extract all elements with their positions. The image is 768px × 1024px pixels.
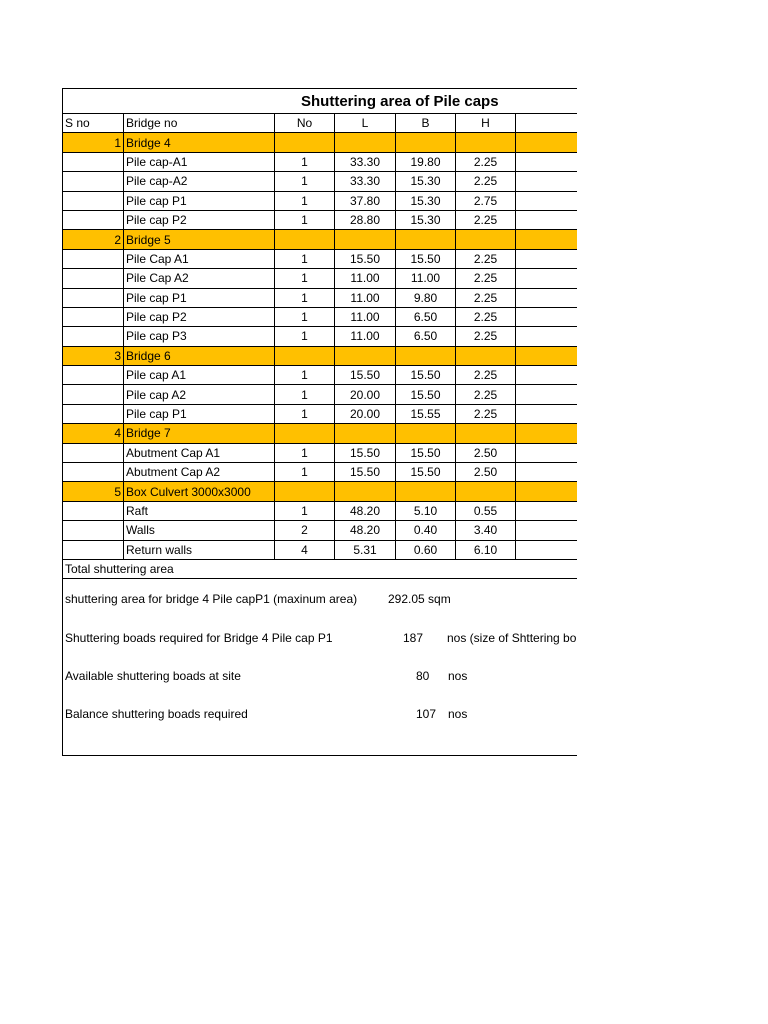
group-name: Bridge 5: [124, 230, 275, 249]
empty-cell: [396, 424, 456, 443]
header-bridge-no: Bridge no: [124, 114, 275, 133]
item-name: Pile Cap A1: [124, 249, 275, 268]
item-l: 33.30: [335, 152, 396, 171]
item-b: 15.30: [396, 191, 456, 210]
item-b: 15.30: [396, 210, 456, 229]
item-h: 2.50: [456, 463, 516, 482]
item-h: 2.25: [456, 288, 516, 307]
empty-cell: [63, 327, 124, 346]
empty-cell: [63, 385, 124, 404]
required-value: 187: [403, 631, 424, 645]
group-sno: 4: [63, 424, 124, 443]
item-b: 9.80: [396, 288, 456, 307]
empty-cell: [63, 521, 124, 540]
item-name: Abutment Cap A1: [124, 443, 275, 462]
empty-cell: [516, 482, 578, 501]
item-no: 1: [275, 385, 335, 404]
item-l: 15.50: [335, 249, 396, 268]
empty-cell: [516, 210, 578, 229]
empty-cell: [516, 327, 578, 346]
group-row: [63, 346, 577, 365]
item-name: Walls: [124, 521, 275, 540]
item-b: 15.50: [396, 443, 456, 462]
item-h: 2.25: [456, 327, 516, 346]
empty-cell: [516, 230, 578, 249]
item-name: Pile cap P1: [124, 404, 275, 423]
item-h: 2.25: [456, 269, 516, 288]
item-name: Return walls: [124, 540, 275, 559]
group-name: Bridge 7: [124, 424, 275, 443]
item-l: 15.50: [335, 463, 396, 482]
item-no: 1: [275, 307, 335, 326]
empty-cell: [63, 172, 124, 191]
max-area-label: shuttering area for bridge 4 Pile capP1 (maxinum area): [65, 592, 358, 606]
group-sno: 3: [63, 346, 124, 365]
empty-cell: [275, 230, 335, 249]
item-no: 1: [275, 443, 335, 462]
item-name: Pile cap P1: [124, 288, 275, 307]
item-no: 1: [275, 210, 335, 229]
item-no: 1: [275, 366, 335, 385]
group-name: Bridge 6: [124, 346, 275, 365]
available-label: Available shuttering boads at site: [65, 669, 241, 683]
empty-cell: [396, 133, 456, 152]
sheet-title: [63, 89, 577, 113]
total-label: Total shuttering area: [63, 559, 577, 578]
item-no: 2: [275, 521, 335, 540]
empty-cell: [516, 133, 578, 152]
item-no: 1: [275, 404, 335, 423]
item-b: 15.50: [396, 385, 456, 404]
item-b: 15.50: [396, 249, 456, 268]
empty-cell: [63, 249, 124, 268]
header-row: [63, 114, 577, 133]
header-sno: S no: [63, 114, 124, 133]
group-sno: 5: [63, 482, 124, 501]
empty-cell: [275, 346, 335, 365]
empty-cell: [516, 540, 578, 559]
empty-cell: [63, 443, 124, 462]
item-l: 5.31: [335, 540, 396, 559]
empty-cell: [516, 443, 578, 462]
required-label: Shuttering boads required for Bridge 4 Pile cap P1: [65, 631, 333, 645]
empty-cell: [335, 424, 396, 443]
item-no: 4: [275, 540, 335, 559]
available-value: 80: [416, 669, 430, 683]
item-h: 3.40: [456, 521, 516, 540]
item-name: Pile cap P3: [124, 327, 275, 346]
empty-cell: [516, 346, 578, 365]
item-name: Pile cap P1: [124, 191, 275, 210]
empty-cell: [335, 133, 396, 152]
group-row: [63, 482, 577, 501]
table-row: [63, 540, 577, 559]
group-name: Box Culvert 3000x3000: [124, 482, 275, 501]
item-no: 1: [275, 152, 335, 171]
item-no: 1: [275, 172, 335, 191]
header-l: L: [335, 114, 396, 133]
group-row: [63, 424, 577, 443]
item-l: 20.00: [335, 404, 396, 423]
empty-cell: [516, 424, 578, 443]
empty-cell: [516, 249, 578, 268]
empty-cell: [516, 288, 578, 307]
table-row: [63, 443, 577, 462]
item-no: 1: [275, 501, 335, 520]
empty-cell: [516, 191, 578, 210]
empty-cell: [516, 152, 578, 171]
table-row: [63, 385, 577, 404]
header-no: No: [275, 114, 335, 133]
item-l: 33.30: [335, 172, 396, 191]
summary-required: [65, 629, 333, 647]
header-b: B: [396, 114, 456, 133]
empty-cell: [63, 152, 124, 171]
empty-cell: [456, 482, 516, 501]
summary-available: [65, 667, 241, 685]
empty-cell: [396, 346, 456, 365]
item-no: 1: [275, 269, 335, 288]
item-no: 1: [275, 327, 335, 346]
table-row: [63, 404, 577, 423]
group-sno: 2: [63, 230, 124, 249]
table-row: [63, 288, 577, 307]
item-name: Abutment Cap A2: [124, 463, 275, 482]
group-row: [63, 133, 577, 152]
header-h: H: [456, 114, 516, 133]
item-l: 20.00: [335, 385, 396, 404]
item-no: 1: [275, 463, 335, 482]
empty-cell: [275, 133, 335, 152]
max-area-value: 292.05 sqm: [388, 592, 451, 606]
empty-cell: [63, 404, 124, 423]
empty-cell: [275, 482, 335, 501]
item-h: 2.50: [456, 443, 516, 462]
empty-cell: [63, 540, 124, 559]
empty-cell: [63, 501, 124, 520]
table-row: [63, 501, 577, 520]
balance-unit: nos: [448, 707, 468, 721]
empty-cell: [396, 230, 456, 249]
item-no: 1: [275, 191, 335, 210]
item-l: 48.20: [335, 501, 396, 520]
table-row: [63, 307, 577, 326]
empty-cell: [275, 424, 335, 443]
table-row: [63, 191, 577, 210]
item-h: 2.25: [456, 307, 516, 326]
sheet-title-text: Shuttering area of Pile caps: [301, 93, 499, 110]
group-row: [63, 230, 577, 249]
item-b: 15.55: [396, 404, 456, 423]
table-row: [63, 521, 577, 540]
empty-cell: [516, 501, 578, 520]
item-name: Pile cap P2: [124, 307, 275, 326]
empty-cell: [63, 463, 124, 482]
item-l: 11.00: [335, 327, 396, 346]
item-h: 2.25: [456, 249, 516, 268]
empty-cell: [335, 230, 396, 249]
shuttering-table: [63, 113, 577, 579]
item-h: 2.25: [456, 385, 516, 404]
empty-cell: [516, 385, 578, 404]
item-name: Pile cap A2: [124, 385, 275, 404]
item-h: 6.10: [456, 540, 516, 559]
item-l: 11.00: [335, 307, 396, 326]
empty-cell: [456, 133, 516, 152]
item-l: 15.50: [335, 443, 396, 462]
item-l: 15.50: [335, 366, 396, 385]
empty-cell: [396, 482, 456, 501]
empty-cell: [63, 191, 124, 210]
empty-cell: [516, 269, 578, 288]
empty-cell: [63, 366, 124, 385]
spreadsheet: [62, 88, 577, 756]
empty-cell: [456, 230, 516, 249]
balance-label: Balance shuttering boads required: [65, 707, 248, 721]
item-l: 11.00: [335, 288, 396, 307]
item-b: 15.30: [396, 172, 456, 191]
table-row: [63, 366, 577, 385]
header-empty: [516, 114, 578, 133]
empty-cell: [516, 463, 578, 482]
available-unit: nos: [448, 669, 468, 683]
empty-cell: [63, 269, 124, 288]
item-b: 11.00: [396, 269, 456, 288]
table-row: [63, 463, 577, 482]
item-name: Pile cap P2: [124, 210, 275, 229]
empty-cell: [456, 424, 516, 443]
empty-cell: [335, 346, 396, 365]
item-l: 11.00: [335, 269, 396, 288]
item-b: 0.40: [396, 521, 456, 540]
item-no: 1: [275, 249, 335, 268]
item-h: 2.25: [456, 172, 516, 191]
item-h: 2.25: [456, 210, 516, 229]
empty-cell: [456, 346, 516, 365]
empty-cell: [516, 172, 578, 191]
required-unit: nos (size of Shttering bo: [447, 631, 577, 645]
balance-value: 107: [416, 707, 437, 721]
table-row: [63, 152, 577, 171]
table-row: [63, 269, 577, 288]
item-name: Pile Cap A2: [124, 269, 275, 288]
item-b: 6.50: [396, 307, 456, 326]
empty-cell: [63, 288, 124, 307]
item-b: 6.50: [396, 327, 456, 346]
group-name: Bridge 4: [124, 133, 275, 152]
item-l: 37.80: [335, 191, 396, 210]
item-h: 2.75: [456, 191, 516, 210]
group-sno: 1: [63, 133, 124, 152]
item-no: 1: [275, 288, 335, 307]
item-name: Pile cap-A2: [124, 172, 275, 191]
item-b: 0.60: [396, 540, 456, 559]
item-l: 28.80: [335, 210, 396, 229]
item-b: 15.50: [396, 366, 456, 385]
total-row: [63, 559, 577, 578]
item-b: 5.10: [396, 501, 456, 520]
table-row: [63, 172, 577, 191]
table-body: [63, 114, 577, 579]
item-l: 48.20: [335, 521, 396, 540]
empty-cell: [516, 307, 578, 326]
summary-max-area: [65, 590, 357, 608]
empty-cell: [516, 366, 578, 385]
table-row: [63, 210, 577, 229]
item-b: 15.50: [396, 463, 456, 482]
table-row: [63, 249, 577, 268]
item-h: 2.25: [456, 366, 516, 385]
empty-cell: [63, 307, 124, 326]
item-h: 2.25: [456, 152, 516, 171]
table-row: [63, 327, 577, 346]
item-name: Raft: [124, 501, 275, 520]
item-h: 2.25: [456, 404, 516, 423]
item-b: 19.80: [396, 152, 456, 171]
empty-cell: [516, 404, 578, 423]
summary-balance: [65, 705, 248, 723]
item-h: 0.55: [456, 501, 516, 520]
item-name: Pile cap A1: [124, 366, 275, 385]
empty-cell: [335, 482, 396, 501]
item-name: Pile cap-A1: [124, 152, 275, 171]
empty-cell: [63, 210, 124, 229]
empty-cell: [516, 521, 578, 540]
